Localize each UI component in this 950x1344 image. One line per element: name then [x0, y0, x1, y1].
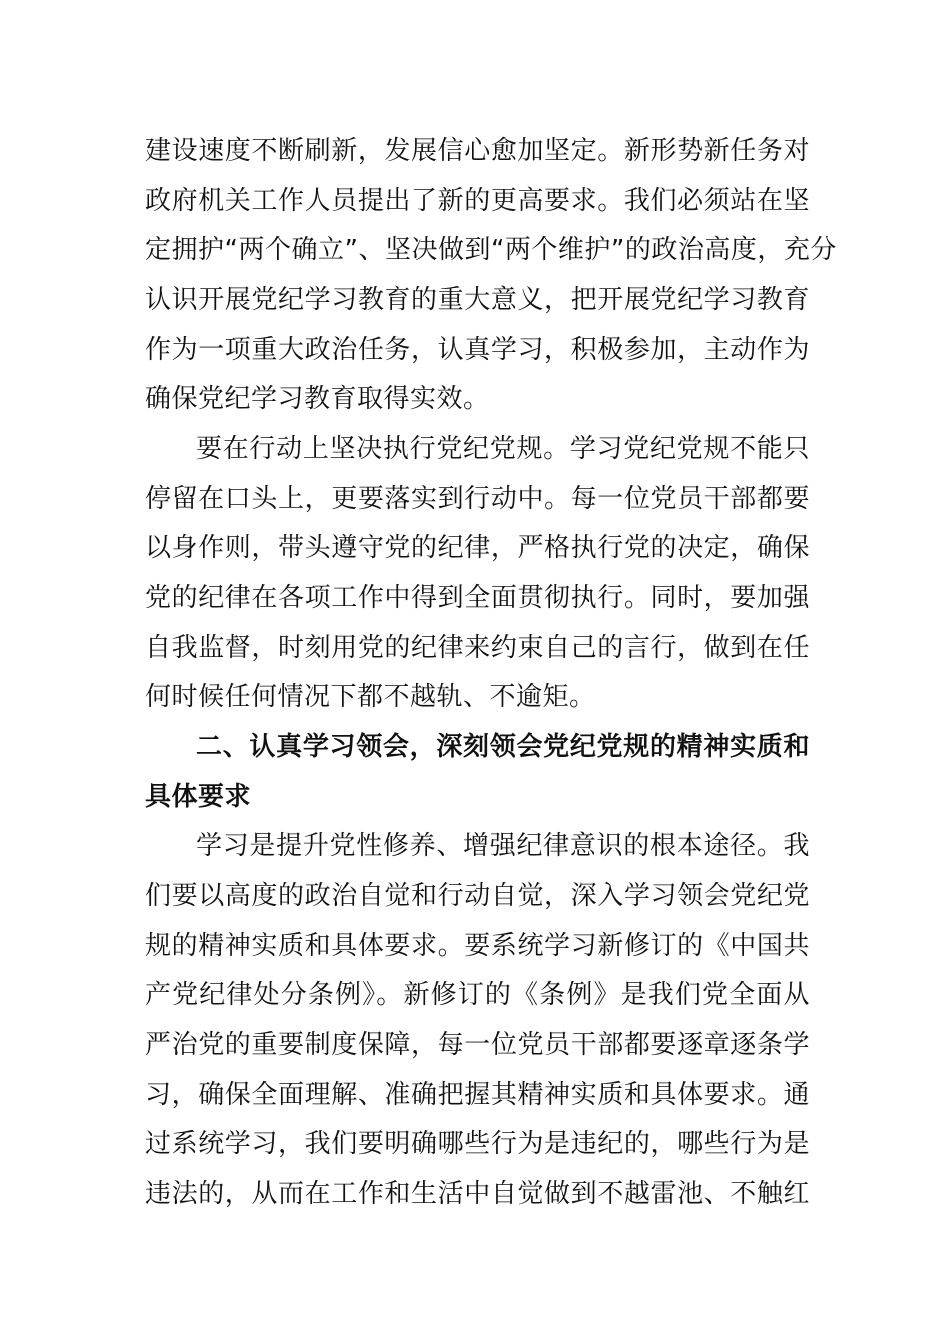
text-line: 定拥护“两个确立”、坚决做到“两个维护”的政治高度，充分: [145, 235, 837, 265]
text-line: 确保党纪学习教育取得实效。: [145, 384, 490, 414]
text-line: 严治党的重要制度保障，每一位党员干部都要逐章逐条学: [145, 1030, 810, 1060]
text-line: 违法的，从而在工作和生活中自觉做到不越雷池、不触红: [145, 1179, 810, 1209]
text-line: 自我监督，时刻用党的纪律来约束自己的言行，做到在任: [145, 633, 810, 663]
text-line: 要在行动上坚决执行党纪党规。学习党纪党规不能只: [196, 434, 810, 464]
text-line: 们要以高度的政治自觉和行动自觉，深入学习领会党纪党: [145, 881, 810, 911]
text-line: 以身作则，带头遵守党的纪律，严格执行党的决定，确保: [145, 533, 810, 563]
text-line: 规的精神实质和具体要求。要系统学习新修订的《中国共: [145, 931, 810, 961]
text-line: 产党纪律处分条例》。新修订的《条例》是我们党全面从: [145, 980, 810, 1010]
text-line: 建设速度不断刷新，发展信心愈加坚定。新形势新任务对: [145, 136, 810, 166]
text-line: 党的纪律在各项工作中得到全面贯彻执行。同时，要加强: [145, 583, 810, 613]
text-line: 过系统学习，我们要明确哪些行为是违纪的，哪些行为是: [145, 1129, 810, 1159]
text-line: 何时候任何情况下都不越轨、不逾矩。: [145, 682, 596, 712]
text-line: 作为一项重大政治任务，认真学习，积极参加，主动作为: [145, 335, 810, 365]
text-line: 习，确保全面理解、准确把握其精神实质和具体要求。通: [145, 1080, 810, 1110]
text-line: 学习是提升党性修养、增强纪律意识的根本途径。我: [196, 831, 810, 861]
text-line: 政府机关工作人员提出了新的更高要求。我们必须站在坚: [145, 186, 810, 216]
text-line: 停留在口头上，更要落实到行动中。每一位党员干部都要: [145, 484, 810, 514]
section-heading: 二、认真学习领会，深刻领会党纪党规的精神实质和: [196, 732, 810, 762]
text-line: 认识开展党纪学习教育的重大意义，把开展党纪学习教育: [145, 285, 810, 315]
section-heading: 具体要求: [145, 782, 252, 812]
